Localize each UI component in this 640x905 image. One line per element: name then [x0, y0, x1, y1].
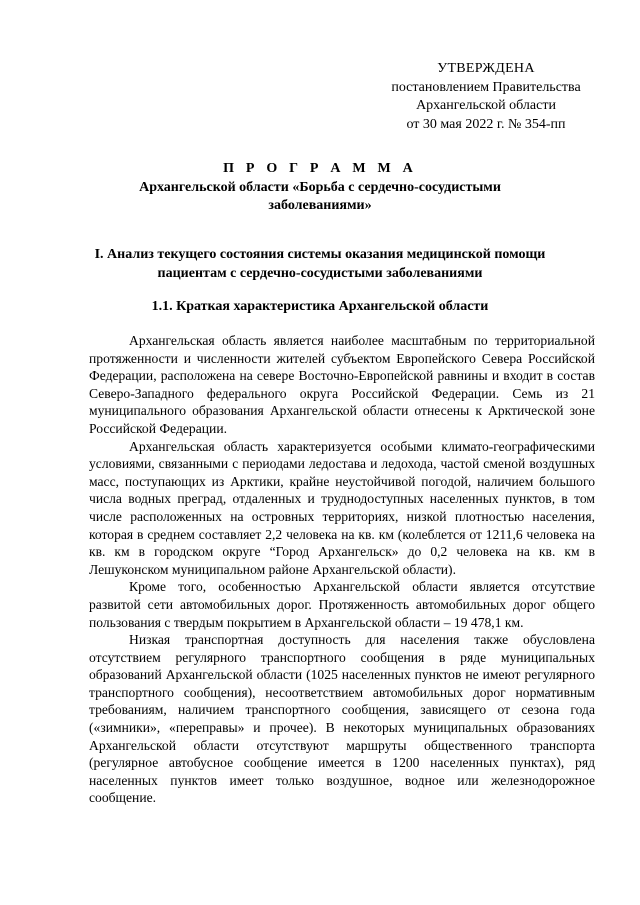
- paragraph: Архангельская область характеризуется особыми климато-географическими условиями, связанными с периодами ледостава и ледохода, частой сменой воздушных масс, поступающих из Арктики, крайне неустойчивой погодой, наличием большого числа водных преград, отдаленных и труднодоступных населенных пунктов, в том числе расположенных на островных территориях, низкой плотностью населения, которая в среднем составляет 2,2 человека на кв. км (колеблется от 1211,6 человека на кв. км в городском округе “Город Архангельск» до 0,2 человека на кв. км в Лешуконском муниципальном районе Архангельской области).: [89, 438, 595, 577]
- approval-region: Архангельской области: [416, 98, 556, 113]
- paragraph: Архангельская область является наиболее масштабным по территориальной протяженности и численности жителей субъектом Европейского Севера Российской Федерации, расположена на севере Восточно-Европейской равнины и входит в состав Северо-Западного федерального округа Российской Федерации. Семь из 21 муниципального образования Архангельской области отнесены к Арктической зоне Российской Федерации.: [89, 333, 595, 436]
- program-name-line1: Архангельской области «Борьба с сердечно-сосудистыми: [139, 179, 501, 195]
- subsection-heading: 1.1. Краткая характеристика Архангельской области: [151, 299, 489, 314]
- approval-date: от 30 мая 2022 г. № 354-пп: [406, 116, 566, 132]
- body-text: [89, 332, 595, 807]
- approval-authority: постановлением Правительства: [391, 79, 581, 95]
- paragraph: Низкая транспортная доступность для населения также обусловлена отсутствием регулярного транспортного сообщения в ряде муниципальных образований Архангельской области (1025 населенных пунктов не имеют регулярного транспортного сообщения), несоответствием автомобильных дорог нормативным требованиям, наличием транспортного сообщения, зависящего от сезона года («зимники», «переправы» и прочее). В некоторых муниципальных образованиях Архангельской области отсутствуют маршруты общественного транспорта (регулярное автобусное сообщение имеется в 1200 населенных пунктах), ряд населенных пунктов имеет только воздушное, водное или железнодорожное сообщение.: [89, 632, 595, 806]
- paragraph: Кроме того, особенностью Архангельской области является отсутствие развитой сети автомобильных дорог. Протяженность автомобильных дорог общего пользования с твердым покрытием в Архангельской области – 19 478,1 км.: [89, 579, 595, 630]
- approval-stamp: [380, 60, 592, 134]
- approval-title: УТВЕРЖДЕНА: [437, 61, 535, 76]
- program-name-line2: заболеваниями»: [268, 198, 372, 213]
- program-word: П Р О Г Р А М М А: [223, 161, 417, 176]
- section-heading: I. Анализ текущего состояния системы оказания медицинской помощи пациентам с сердечно-сосудистыми заболеваниями: [94, 247, 546, 281]
- program-title: [110, 160, 530, 216]
